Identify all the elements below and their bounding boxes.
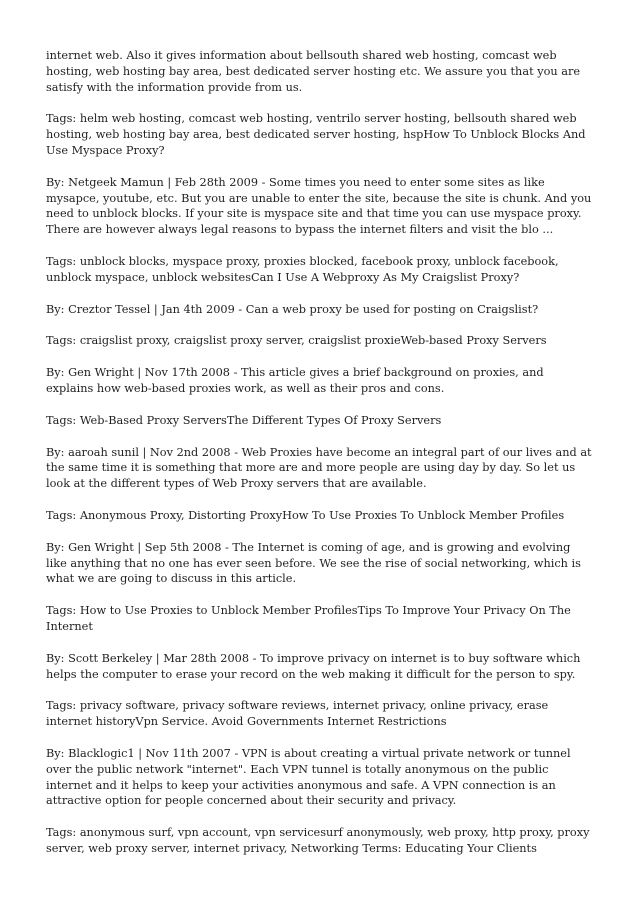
paragraph-tags: Tags: Web-Based Proxy ServersThe Different Types Of Proxy Servers bbox=[46, 413, 442, 427]
paragraph-byline: By: Creztor Tessel | Jan 4th 2009 - Can a web proxy be used for posting on Craigslist? bbox=[46, 302, 539, 316]
paragraph-byline: By: Gen Wright | Nov 17th 2008 - This article gives a brief background on proxies, and explains how web-based proxies work, as well as their pros and cons. bbox=[46, 366, 544, 395]
paragraph-tags: Tags: helm web hosting, comcast web hosting, ventrilo server hosting, bellsouth shared web hosting, web hosting bay area, best dedicated server hosting, hspHow To Unblock Blocks And Use Myspace Proxy? bbox=[46, 112, 586, 157]
paragraph-tags: Tags: Anonymous Proxy, Distorting ProxyHow To Use Proxies To Unblock Member Profiles bbox=[46, 508, 565, 522]
paragraph-intro-continued: internet web. Also it gives information about bellsouth shared web hosting, comcast web hosting, web hosting bay area, best dedicated server hosting etc. We assure you that you are satisfy with the information provide from us. bbox=[46, 49, 581, 94]
paragraph-byline: By: Netgeek Mamun | Feb 28th 2009 - Some times you need to enter some sites as like mysapce, youtube, etc. But you are unable to enter the site, because the site is chunk. And you need to unblock blocks. If your site is myspace site and that time you can use myspace proxy. There are however always legal reasons to bypass the internet filters and visit the blo ... bbox=[46, 175, 592, 237]
paragraph-tags: Tags: privacy software, privacy software reviews, internet privacy, online privacy, erase internet historyVpn Service. Avoid Governments Internet Restrictions bbox=[46, 699, 549, 729]
paragraph-byline: By: Gen Wright | Sep 5th 2008 - The Internet is coming of age, and is growing and evolving like anything that no one has ever seen before. We see the rise of social networking, which is what we are going to discuss in this article. bbox=[46, 540, 581, 586]
paragraph-tags: Tags: anonymous surf, vpn account, vpn servicesurf anonymously, web proxy, http proxy, proxy server, web proxy server, internet privacy, Networking Terms: Educating Your Clients bbox=[46, 826, 590, 855]
paragraph-tags: Tags: craigslist proxy, craigslist proxy server, craigslist proxieWeb-based Proxy Servers bbox=[46, 334, 547, 348]
document-page bbox=[46, 48, 594, 873]
paragraph-byline: By: Blacklogic1 | Nov 11th 2007 - VPN is about creating a virtual private network or tunnel over the public network "internet". Each VPN tunnel is totally anonymous on the public internet and it helps to keep your activities anonymous and safe. A VPN connection is an attractive option for people concerned about their security and privacy. bbox=[46, 746, 571, 808]
paragraph-byline: By: aaroah sunil | Nov 2nd 2008 - Web Proxies have become an integral part of our lives and at the same time it is something that more are and more people are using day by day. So let us look at the different types of Web Proxy servers that are available. bbox=[46, 445, 592, 491]
paragraph-byline: By: Scott Berkeley | Mar 28th 2008 - To improve privacy on internet is to buy software which helps the computer to erase your record on the web making it difficult for the person to spy. bbox=[46, 651, 581, 681]
paragraph-tags: Tags: How to Use Proxies to Unblock Member ProfilesTips To Improve Your Privacy On The Internet bbox=[46, 604, 571, 633]
paragraph-tags: Tags: unblock blocks, myspace proxy, proxies blocked, facebook proxy, unblock facebook, unblock myspace, unblock websitesCan I Use A Webproxy As My Craigslist Proxy? bbox=[46, 254, 559, 284]
